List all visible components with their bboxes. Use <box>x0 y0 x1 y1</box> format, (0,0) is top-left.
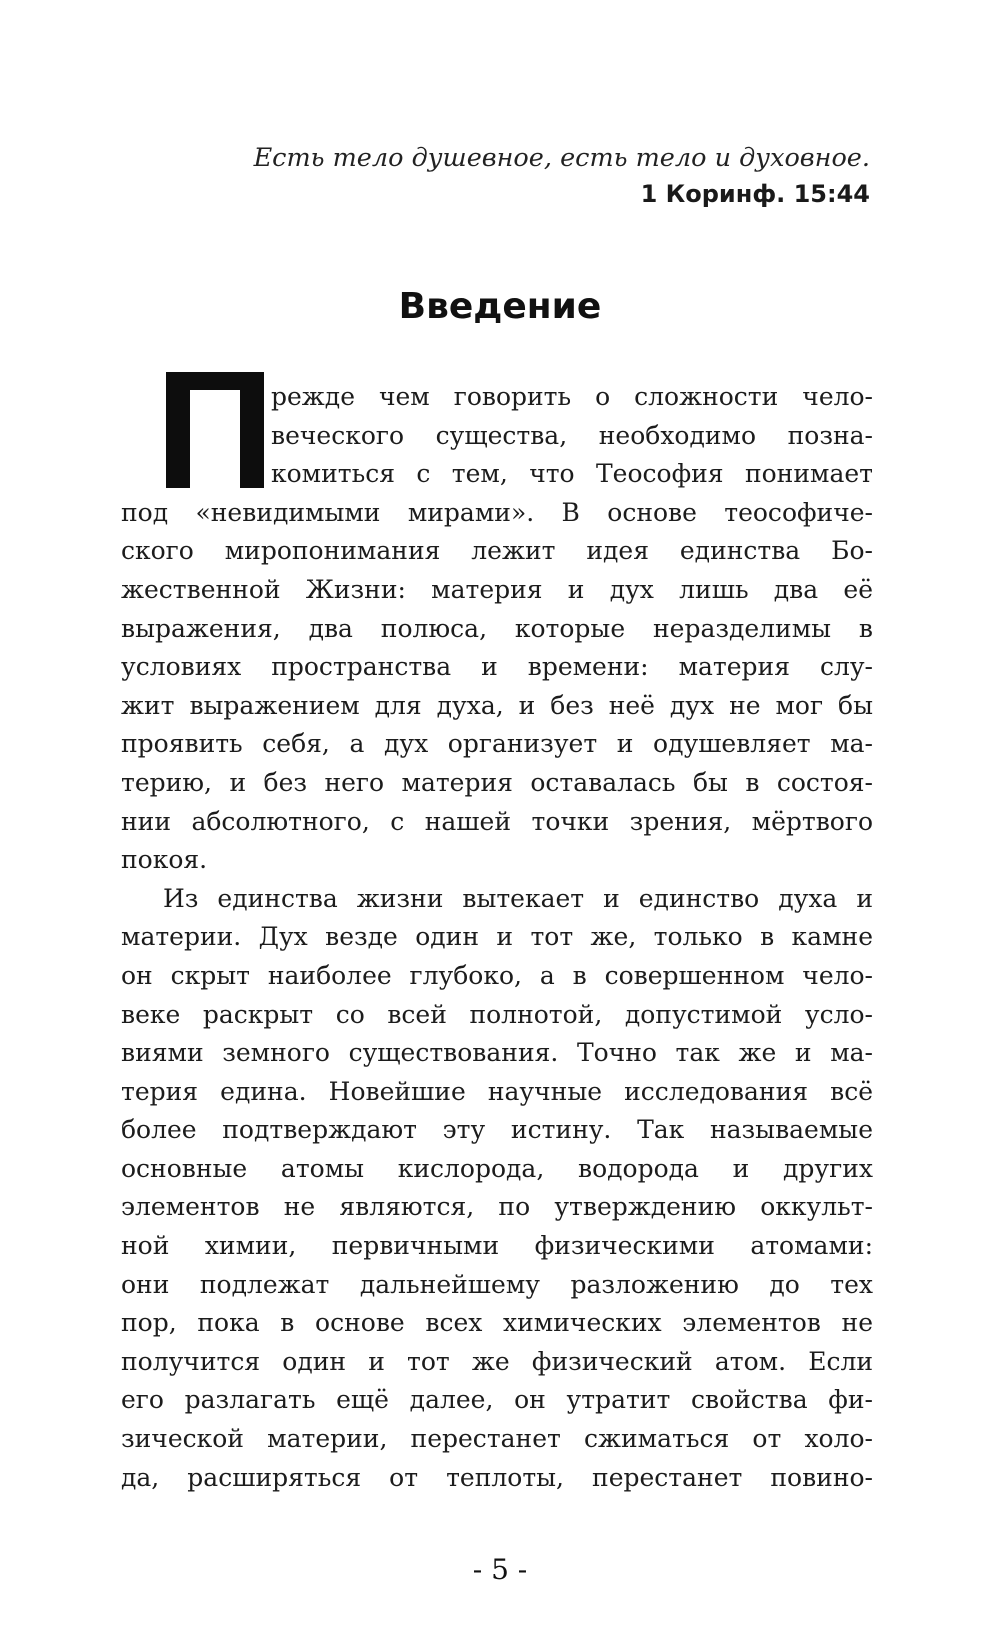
text-line: его разлагать ещё далее, он утратит свойства фи- <box>121 1385 873 1415</box>
text-line: они подлежат дальнейшему разложению до тех <box>121 1269 873 1299</box>
text-line: терия едина. Новейшие научные исследования всё <box>121 1076 873 1106</box>
text-line: пор, пока в основе всех химических элементов не <box>121 1308 873 1338</box>
text-line: более подтверждают эту истину. Так называемые <box>121 1115 873 1145</box>
text-line: да, расширяться от теплоты, перестанет повино- <box>121 1462 873 1492</box>
text-line: покоя. <box>121 845 208 875</box>
text-line: веке раскрыт со всей полнотой, допустимой усло- <box>121 999 873 1029</box>
text-line: режде чем говорить о сложности чело- <box>271 382 873 411</box>
paragraph-1 <box>121 378 873 880</box>
text-line: веческого существа, необходимо позна- <box>271 420 873 450</box>
text-line: он скрыт наиболее глубоко, а в совершенном чело- <box>121 960 873 990</box>
text-line: под «невидимыми мирами». В основе теософиче- <box>121 497 873 527</box>
text-line: жит выражением для духа, и без неё дух не мог бы <box>121 690 873 720</box>
text-line: условиях пространства и времени: материя слу- <box>121 652 873 682</box>
page-number: - 5 - <box>472 1553 528 1586</box>
text-line: зической материи, перестанет сжиматься от холо- <box>121 1424 873 1454</box>
text-line: материи. Дух везде один и тот же, только в камне <box>121 922 873 952</box>
text-line: виями земного существования. Точно так же и ма- <box>121 1038 873 1068</box>
text-line: Из единства жизни вытекает и единство духа и <box>163 883 873 913</box>
text-line: получится один и тот же физический атом. Если <box>121 1346 873 1376</box>
text-line: жественной Жизни: материя и дух лишь два её <box>121 574 873 604</box>
chapter-title: Введение <box>398 286 602 327</box>
text-line: нии абсолютного, с нашей точки зрения, мёртвого <box>121 806 873 836</box>
text-line: элементов не являются, по утверждению оккульт- <box>121 1192 873 1222</box>
body-text <box>121 378 873 1497</box>
text-line: терию, и без него материя оставалась бы в состоя- <box>121 767 873 797</box>
text-line: выражения, два полюса, которые неразделимы в <box>121 613 873 643</box>
text-line: ского миропонимания лежит идея единства Бо- <box>121 536 873 566</box>
paragraph-2 <box>121 880 873 1498</box>
text-line: ной химии, первичными физическими атомами: <box>121 1231 873 1261</box>
epigraph <box>254 140 870 212</box>
epigraph-quote: Есть тело душевное, есть тело и духовное. <box>253 143 870 173</box>
text-line: комиться с тем, что Теософия понимает <box>271 459 873 489</box>
epigraph-source: 1 Коринф. 15:44 <box>640 180 870 208</box>
text-line: проявить себя, а дух организует и одушевляет ма- <box>121 729 873 759</box>
text-line: основные атомы кислорода, водорода и других <box>121 1153 873 1183</box>
